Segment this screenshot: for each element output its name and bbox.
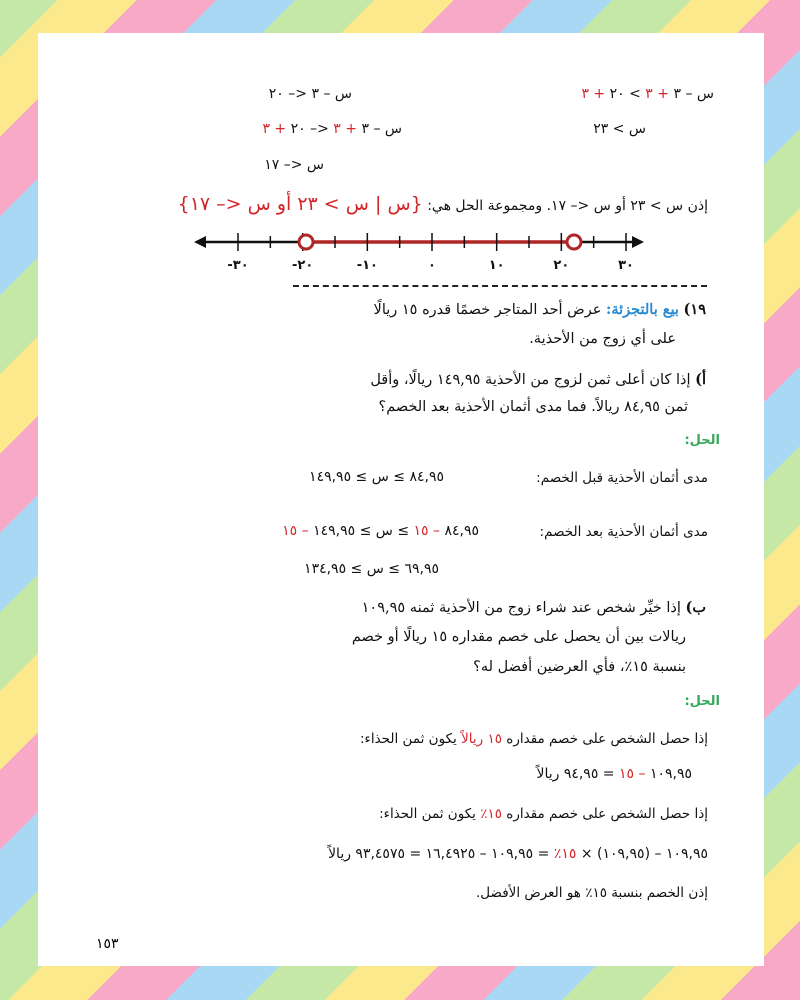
after-discount-math: ٨٤,٩٥ – ١٥ ≥ س ≥ ١٤٩,٩٥ – ١٥	[282, 523, 479, 539]
tick-label: ١٠	[488, 258, 505, 273]
after-discount-math2: ٦٩,٩٥ ≥ س ≥ ١٣٤,٩٥	[304, 561, 439, 577]
left-arrow	[194, 236, 206, 248]
page-sheet	[38, 33, 764, 966]
step2-right: س > ٢٣	[593, 121, 646, 137]
q19b-line1: ب) إذا خيِّر شخص عند شراء زوج من الأحذية ثمنه ١٠٩,٩٥	[361, 599, 706, 616]
solution-label-a: الحل:	[684, 433, 720, 448]
q19b-line3: بنسبة ١٥٪، فأي العرضين أفضل له؟	[473, 659, 686, 675]
q19b-line2: ريالات بين أن يحصل على خصم مقداره ١٥ ريالًا أو خصم	[351, 629, 686, 645]
tick-label: -٣٠	[227, 258, 249, 273]
conclusion-line: إذن الخصم بنسبة ١٥٪ هو العرض الأفضل.	[475, 885, 708, 901]
tick-label: -٢٠	[292, 258, 314, 273]
q19a-line1: أ) إذا كان أعلى ثمن لزوج من الأحذية ١٤٩,٩٥ ريالًا، وأقل	[370, 371, 706, 388]
open-point-23	[567, 235, 581, 249]
tick-label: ٣٠	[618, 258, 634, 273]
option1-line: إذا حصل الشخص على خصم مقداره ١٥ ريالاً يكون ثمن الحذاء:	[359, 731, 708, 747]
q19a-line2: ثمن ٨٤,٩٥ ريالاً. فما مدى أثمان الأحذية بعد الخصم؟	[378, 399, 688, 415]
separator-dashes	[293, 285, 707, 287]
step1-left: س – ٣ <– ٢٠	[268, 86, 352, 102]
before-discount-label: مدى أثمان الأحذية قبل الخصم:	[536, 470, 708, 486]
solution-set-line: إذن س > ٢٣ أو س <– ١٧. ومجموعة الحل هي: {س | س > ٢٣ أو س <– ١٧}	[177, 193, 708, 215]
option1-math: ١٠٩,٩٥ – ١٥ = ٩٤,٩٥ ريالاً	[536, 766, 692, 782]
option2-math: ١٠٩,٩٥ – (١٠٩,٩٥) × ١٥٪ = ١٠٩,٩٥ – ١٦,٤٩٢٥ = ٩٣,٤٥٧٥ ريالاً	[328, 846, 708, 862]
open-point-neg17	[299, 235, 313, 249]
solution-label-b: الحل:	[684, 694, 720, 709]
option2-line: إذا حصل الشخص على خصم مقداره ١٥٪ يكون ثمن الحذاء:	[379, 806, 708, 822]
tick-label: -١٠	[356, 258, 378, 273]
right-arrow	[632, 236, 644, 248]
q19-line2: على أي زوج من الأحذية.	[529, 331, 676, 347]
tick-label: ٠	[428, 258, 436, 273]
step1-right: س – ٣ + ٣ > ٢٠ + ٣	[581, 86, 714, 102]
q19-line1: ١٩) بيع بالتجزئة: عرض أحد المتاجر خصمًا قدره ١٥ ريالًا	[373, 301, 706, 318]
tick-label: ٢٠	[553, 258, 570, 273]
page-number: ١٥٣	[96, 936, 119, 952]
step2-left: س – ٣ + ٣ <– ٢٠ + ٣	[262, 121, 402, 137]
after-discount-label: مدى أثمان الأحذية بعد الخصم:	[539, 524, 708, 540]
step3-left: س <– ١٧	[264, 157, 324, 173]
before-discount-math: ٨٤,٩٥ ≥ س ≥ ١٤٩,٩٥	[309, 469, 444, 485]
number-line	[188, 228, 658, 274]
